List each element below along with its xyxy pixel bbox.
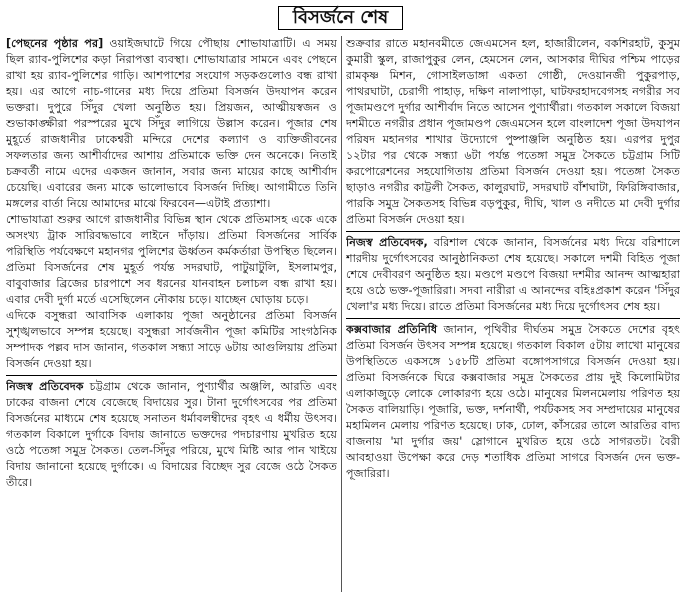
left-paragraph-1 [6, 36, 337, 212]
left-column [6, 36, 337, 491]
right-paragraph-2-text: বরিশাল থেকে জানান, বিসর্জনের মধ্য দিয়ে বরিশালে শারদীয় দুর্গোৎসবের আনুষ্ঠানিকতা শেষ হয়েছে। সকালে দশমী বিহিত পূজা শেষে দেবীবরণ অনুষ্ঠিত হয়। মণ্ডপে মণ্ডপে বিজয়া দশমীর আনন্দ আত্মহারা হয়ে ওঠে ভক্ত-পূজারিরা। সদবা নারীরা এ আনন্দের বহিঃপ্রকাশ করেন 'সিঁদুর খেলা'র মধ্য দিয়ে। রাতে প্রতিমা বিসর্জনের মধ্য দিয়ে দুর্গোৎসব শেষ হয়। [346, 236, 680, 313]
headline: বিসর্জনে শেষ [292, 6, 389, 28]
section-divider [346, 318, 680, 319]
section-divider [346, 231, 680, 232]
right-paragraph-2 [346, 235, 680, 315]
section-divider [6, 375, 337, 376]
left-paragraph-1-text: ওয়াইজঘাটে গিয়ে পৌছায় শোভাযাত্রাটি। এ সময় ছিল র‍্যাব-পুলিশের কড়া নিরাপত্তা ব্যবস্থা। শোভাযাত্রার সামনে এবং পেছনে রাখা হয় র‍্যাব-পুলিশের গাড়ি। আশপাশের সংযোগ সড়কগুলোও বন্ধ রাখা হয়। এর আগে নাচ-গানের মধ্য দিয়ে প্রতিমা বিসর্জন উদযাপন করেন ভক্তরা। দুপুরে সিঁদুর খেলা অনুষ্ঠিত হয়। প্রিয়জন, আত্মীয়স্বজন ও শুভাকাঙ্ক্ষীরা পরস্পরের মুখে সিঁদুর লাগিয়ে উল্লাস করেন। পূজার শেষ মুহূর্তে রাজধানীর ঢাকেশ্বরী মন্দিরে দেশের কল্যাণ ও ব্যক্তিজীবনের সফলতার জন্য আশীর্বাদের আশায় প্রতিমাকে ভক্তি দেন অনেকে। নিতাই চক্রবর্তী নামে এদের একজন জানান, সবার জন্য মায়ের কাছে আশীর্বাদ চেয়েছি। এবারের জন্য মাকে ভালোভাবে বিসর্জন দিচ্ছি। আগামীতে তিনি মঙ্গলের বার্তা নিয়ে আমাদের মাঝে ফিরবেন—এটাই প্রত্যাশা। [6, 37, 337, 210]
left-paragraph-4-text: চট্টগ্রাম থেকে জানান, পুণ্যার্থীর অঞ্জলি, আরতি এবং ঢাকের বাজনা শেষে বেজেছে বিদায়ের সুর। টানা দুর্গোৎসবের পর প্রতিমা বিসর্জনের মাধ্যমে শেষ হয়েছে সনাতন ধর্মাবলম্বীদের বৃহৎ এ ধর্মীয় উৎসব। গতকাল বিকালে দুর্গাকে বিদায় জানাতে ভক্তদের পদচারণায় মুখরিত হয়ে ওঠে পতেঙ্গা সমুদ্র সৈকত। তেল-সিঁদুর পরিয়ে, মুখে মিষ্টি আর পান খাইয়ে বিদায় জানানো হয়েছে দুর্গাকে। এ বিদায়ের বিচ্ছেদ সুর বেজে ওঠে সৈকত তীরে। [6, 380, 337, 489]
left-paragraph-3: এদিকে বসুন্ধরা আবাসিক এলাকায় পূজা অনুষ্ঠানের প্রতিমা বিসর্জন সুশৃঙ্খলভাবে সম্পন্ন হয়েছে। বসুন্ধরা সার্বজনীন পূজা কমিটির সাংগঠনিক সম্পাদক পল্লব দাস জানান, গতকাল সন্ধ্যা সাড়ে ৬টায় আগুলিয়ায় প্রতিমা বিসর্জন দেওয়া হয়। [6, 309, 337, 370]
coxs-bazar-correspondent-label: কক্সবাজার প্রতিনিধি [346, 323, 438, 336]
left-paragraph-2: শোভাযাত্রা শুরুর আগে রাজধানীর বিভিন্ন স্থান থেকে প্রতিমাসহ একে একে অসংখ্য ট্রাক সারিবদ্ধভাবে লাইনে দাঁড়ায়। প্রতিমা বিসর্জনের সার্বিক পরিস্থিতি পর্যবেক্ষণে মহানগর পুলিশের ঊর্ধ্বতন কর্মকর্তারা উপস্থিত ছিলেন। প্রতিমা বিসর্জনের শেষ মুহূর্ত পর্যন্ত সদরঘাট, পাটুয়াটুলি, ইসলামপুর, বাবুবাজার ব্রিজের চারপাশে সব ধরনের যানবাহন চলাচল বন্ধ রাখা হয়। এবার দেবী দুর্গা মর্তে এসেছিলেন নৌকায় চড়ে। যাচ্ছেন ঘোড়ায় চড়ে। [6, 213, 337, 306]
right-column [346, 36, 680, 482]
right-paragraph-3 [346, 322, 680, 482]
headline-box [278, 6, 403, 30]
column-divider [341, 36, 342, 592]
left-paragraph-4 [6, 379, 337, 491]
continued-from-back-page-label: [পেছনের পৃষ্ঠার পর] [6, 37, 104, 50]
own-correspondent-label: নিজস্ব প্রতিবেদক [6, 380, 84, 393]
right-paragraph-1: শুক্রবার রাতে মহানবমীতে জেএমসেন হল, হাজারীলেন, বকশিরহাট, কুসুম কুমারী স্কুল, রাজাপুকুর লেন, হেমসেন লেন, আসকার দীঘির পশ্চিম পাড়ের রামকৃষ্ণ মিশন, গোসাইলডাঙ্গা একতা গোষ্ঠী, দেওয়ানজী পুকুরপাড়, পাথরঘাটা, চেরাগী পাহাড়, দক্ষিণ নালাপাড়া, ঘাটফরহাদবেগসহ নগরীর সব পূজামণ্ডপে দুর্গার আশীর্বাদ নিতে আসেন পুণ্যার্থীরা। গতকাল সকালে বিজয়া দশমীতে নগরীর প্রধান পূজামণ্ডপ জেএমসেন হলে বাংলাদেশ পূজা উদযাপন পরিষদ মহানগর শাখার উদ্যোগে পুষ্পাঞ্জলি অনুষ্ঠিত হয়। এরপর দুপুর ১২টার পর থেকে সন্ধ্যা ৬টা পর্যন্ত পতেঙ্গা সমুদ্র সৈকতে চট্টগ্রাম সিটি করপোরেশনের সহযোগিতায় প্রতিমা বিসর্জন দেওয়া হয়। পতেঙ্গা সৈকত ছাড়াও নগরীর কাট্টলী সৈকত, কালুরঘাট, সদরঘাট বাঁশঘাটা, ফিরিঙ্গিবাজার, পারকি সমুদ্র সৈকতসহ বিভিন্ন বড়পুকুর, দীঘি, খাল ও নদীতে মা দেবী দুর্গার প্রতিমা বিসর্জন দেওয়া হয়। [346, 37, 680, 226]
own-correspondent-label: নিজস্ব প্রতিবেদক, [346, 236, 428, 249]
right-paragraph-3-text: জানান, পৃথিবীর দীর্ঘতম সমুদ্র সৈকতে দেশের বৃহৎ প্রতিমা বিসর্জন উৎসব সম্পন্ন হয়েছে। গতকাল বিকাল ৫টায় লাখো মানুষের উপস্থিতিতে একসঙ্গে ১৫৮টি প্রতিমা বঙ্গোপসাগরে বিসর্জন দেওয়া হয়। প্রতিমা বিসর্জনকে ঘিরে কক্সবাজার সমুদ্র সৈকতের প্রায় দুই কিলোমিটার এলাকাজুড়ে লোকে লোকারণ্য হয়ে ওঠে। মানুষের মিলনমেলায় পরিণত হয় সৈকত বালিয়াড়ি। পূজারি, ভক্ত, দর্শনার্থী, পর্যটকসহ সব সম্প্রদায়ের মানুষের মহামিলন মেলায় পরিণত হয়েছে। ঢাক, ঢোল, কাঁসরের তালে আরতির বাদ্য বাজনায় 'মা দুর্গার জয়' স্লোগানে মুখরিত হয়ে ওঠে সাগরতট। বৈরী আবহাওয়া উপেক্ষা করে দেড় শতাধিক প্রতিমা সাগরে বিসর্জন দেন ভক্ত-পূজারিরা। [346, 323, 680, 480]
